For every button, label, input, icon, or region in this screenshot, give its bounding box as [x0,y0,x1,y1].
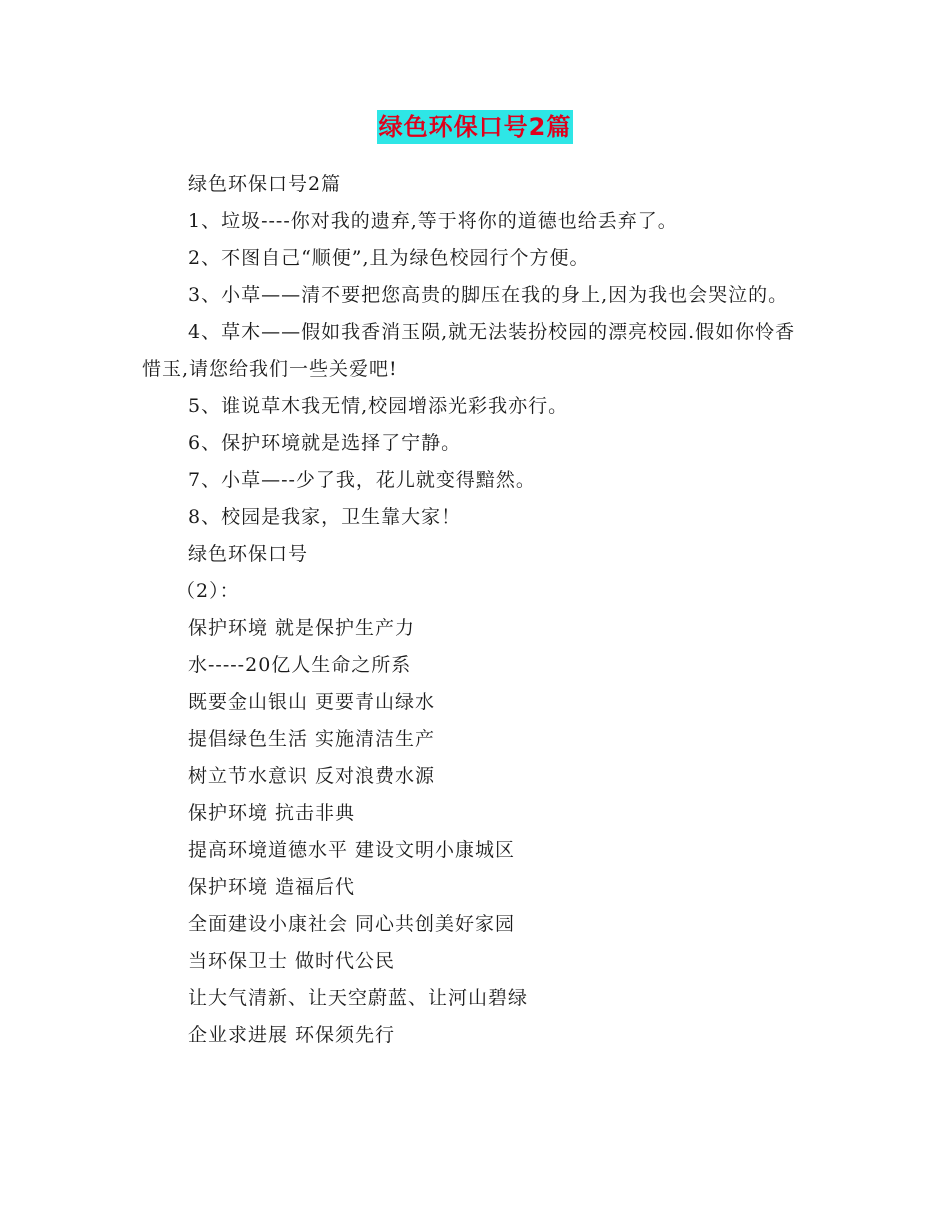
page-title: 绿色环保口号2篇 [377,110,574,144]
slogan: 树立节水意识 反对浪费水源 [188,765,436,787]
list-item: 5、谁说草木我无情,校园增添光彩我亦行。 [188,395,569,417]
slogan: 全面建设小康社会 同心共创美好家园 [188,913,516,935]
list-item: 3、小草——清不要把您高贵的脚压在我的身上,因为我也会哭泣的。 [188,284,789,306]
slogan: 当环保卫士 做时代公民 [188,950,396,972]
slogan: 既要金山银山 更要青山绿水 [188,691,436,713]
section-heading: 绿色环保口号 [188,543,309,565]
list-item: 8、校园是我家，卫生靠大家！ [188,506,462,528]
subtitle: 绿色环保口号2篇 [188,173,342,195]
list-item: 1、垃圾----你对我的遗弃,等于将你的道德也给丢弃了。 [188,210,678,232]
slogan: 保护环境 就是保护生产力 [188,617,416,639]
slogan: 保护环境 造福后代 [188,876,356,898]
list-item: 7、小草—--少了我，花儿就变得黯然。 [188,469,536,491]
slogan: 提高环境道德水平 建设文明小康城区 [188,839,516,861]
list-item: 2、不图自己“顺便”,且为绿色校园行个方便。 [188,247,590,269]
title-wrap [0,110,950,144]
document-body [142,166,812,1054]
slogan: 保护环境 抗击非典 [188,802,356,824]
slogan: 企业求进展 环保须先行 [188,1024,396,1046]
slogan: 提倡绿色生活 实施清洁生产 [188,728,436,750]
slogan: 让大气清新、让天空蔚蓝、让河山碧绿 [188,987,529,1009]
slogan: 水-----20亿人生命之所系 [188,654,412,676]
list-item: 4、草木——假如我香消玉陨,就无法装扮校园的漂亮校园.假如你怜香惜玉,请您给我们一些关爱吧! [142,321,796,380]
list-item: 6、保护环境就是选择了宁静。 [188,432,462,454]
section-label: （2）： [176,580,240,602]
